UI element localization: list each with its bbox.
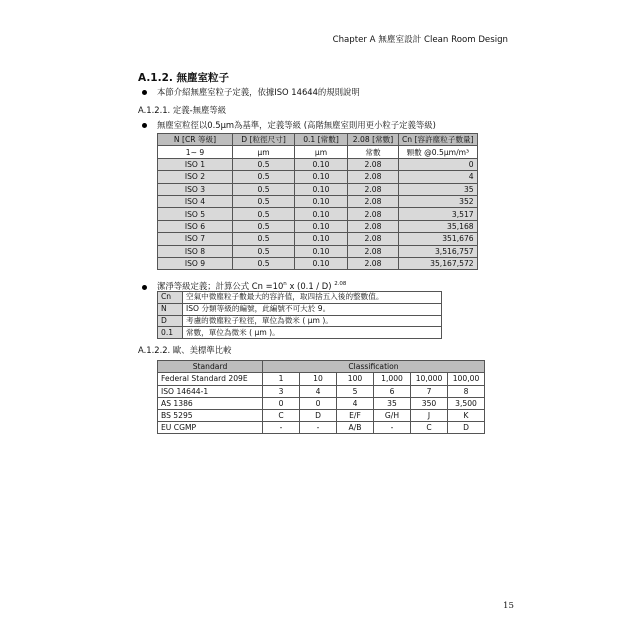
table-row: [158, 315, 442, 327]
table-cell: ISO 7: [158, 233, 233, 245]
table-cell: ISO 2: [158, 171, 233, 183]
formula-legend-table: [157, 291, 442, 339]
table-row: [158, 158, 478, 170]
table-row: [158, 220, 478, 232]
unit-cell: 顆數 @0.5µm/m³: [399, 146, 478, 158]
table-row: [158, 245, 478, 257]
table-cell: 0.5: [233, 208, 295, 220]
table-cell: 2.08: [348, 183, 399, 195]
table-cell: 3,500: [448, 397, 485, 409]
unit-cell: 1~ 9: [158, 146, 233, 158]
table-row: [158, 409, 485, 421]
formula-exponent: 2.08: [334, 281, 347, 288]
table-row: [158, 233, 478, 245]
table-cell: ISO 8: [158, 245, 233, 257]
formula-mid: x (0.1 / D): [286, 281, 335, 291]
subsection-title-2: A.1.2.2. 歐、美標準比較: [138, 345, 232, 355]
iso-class-table: [157, 133, 478, 270]
table-cell: 0: [399, 158, 478, 170]
legend-desc: 常數，單位為微米 ( µm )。: [183, 327, 442, 339]
table-cell: 2.08: [348, 208, 399, 220]
table-cell: 3: [263, 385, 300, 397]
table-cell: 0.5: [233, 245, 295, 257]
table-header: Standard: [158, 361, 263, 373]
unit-cell: 常數: [348, 146, 399, 158]
table-cell: K: [448, 409, 485, 421]
table-header: N [CR 等級]: [158, 134, 233, 146]
table-header: Classification: [263, 361, 485, 373]
table-cell: 8: [448, 385, 485, 397]
table-cell: 0.5: [233, 195, 295, 207]
legend-desc: ISO 分類等級的編號，此編號不可大於 9。: [183, 303, 442, 315]
table-cell: 352: [399, 195, 478, 207]
table-cell: 0.10: [295, 257, 348, 269]
legend-key: D: [158, 315, 183, 327]
table-cell: 3,516,757: [399, 245, 478, 257]
table-cell: -: [263, 422, 300, 434]
table-cell: 2.08: [348, 245, 399, 257]
table-cell: C: [263, 409, 300, 421]
table-cell: 2.08: [348, 220, 399, 232]
standards-comparison-table: [157, 360, 485, 434]
table-cell: 0.10: [295, 195, 348, 207]
table-cell: 0.10: [295, 171, 348, 183]
table-cell: ISO 9: [158, 257, 233, 269]
subsection-title-1: A.1.2.1. 定義-無塵等級: [138, 105, 227, 115]
table-cell: 351,676: [399, 233, 478, 245]
table-cell: 3,517: [399, 208, 478, 220]
table-cell: 350: [411, 397, 448, 409]
table-cell: 4: [300, 385, 337, 397]
table-cell: D: [448, 422, 485, 434]
table-row: [158, 292, 442, 304]
table-cell: 4: [337, 397, 374, 409]
formula-text: 潔淨等級定義；計算公式 Cn =10: [157, 281, 284, 291]
table-row: [158, 171, 478, 183]
table-cell: 2.08: [348, 171, 399, 183]
section-title: A.1.2. 無塵室粒子: [138, 72, 230, 84]
table-header: 0.1 [常數]: [295, 134, 348, 146]
table-row: [158, 327, 442, 339]
table-row: [158, 183, 478, 195]
table-cell: G/H: [374, 409, 411, 421]
table-cell: -: [300, 422, 337, 434]
legend-key: N: [158, 303, 183, 315]
table-cell: ISO 1: [158, 158, 233, 170]
table-cell: ISO 4: [158, 195, 233, 207]
table-row: [158, 195, 478, 207]
bullet-grade-definition: 無塵室粒徑以0.5µm為基準，定義等級 (高階無塵室則用更小粒子定義等級): [157, 120, 436, 130]
bullet-dot: [142, 123, 147, 128]
legend-key: Cn: [158, 292, 183, 304]
table-cell: 0: [263, 397, 300, 409]
table-cell: 35,167,572: [399, 257, 478, 269]
table-row: [158, 397, 485, 409]
standard-name: Federal Standard 209E: [158, 373, 263, 385]
unit-cell: µm: [233, 146, 295, 158]
table-cell: 7: [411, 385, 448, 397]
table-header: Cn [容許塵粒子數量]: [399, 134, 478, 146]
table-cell: 0.5: [233, 171, 295, 183]
table-row: [158, 257, 478, 269]
table-cell: D: [300, 409, 337, 421]
table-cell: 100: [337, 373, 374, 385]
table-header: D [粒徑尺寸]: [233, 134, 295, 146]
table-cell: 35,168: [399, 220, 478, 232]
bullet-dot: [142, 90, 147, 95]
table-cell: 10,000: [411, 373, 448, 385]
table-row: [158, 422, 485, 434]
legend-desc: 考慮的微塵粒子粒徑，單位為微米 ( µm )。: [183, 315, 442, 327]
table-cell: 0.10: [295, 233, 348, 245]
table-cell: ISO 3: [158, 183, 233, 195]
table-cell: A/B: [337, 422, 374, 434]
table-cell: 2.08: [348, 257, 399, 269]
table-cell: 35: [399, 183, 478, 195]
table-cell: 0.5: [233, 158, 295, 170]
table-row: [158, 303, 442, 315]
table-cell: 35: [374, 397, 411, 409]
table-cell: 0: [300, 397, 337, 409]
table-cell: 5: [337, 385, 374, 397]
legend-key: 0.1: [158, 327, 183, 339]
standard-name: AS 1386: [158, 397, 263, 409]
table-cell: 0.10: [295, 245, 348, 257]
table-cell: ISO 6: [158, 220, 233, 232]
table-cell: 6: [374, 385, 411, 397]
legend-desc: 空氣中微塵粒子數最大的容許值，取四捨五入後的整數值。: [183, 292, 442, 304]
intro-text: 本節介紹無塵室粒子定義，依據ISO 14644的規則說明: [157, 87, 360, 97]
table-cell: 1,000: [374, 373, 411, 385]
table-cell: 0.10: [295, 208, 348, 220]
table-cell: 2.08: [348, 158, 399, 170]
table-cell: 0.5: [233, 220, 295, 232]
table-cell: 2.08: [348, 233, 399, 245]
table-cell: 0.5: [233, 233, 295, 245]
table-cell: -: [374, 422, 411, 434]
table-cell: 0.5: [233, 257, 295, 269]
unit-cell: µm: [295, 146, 348, 158]
table-header: 2.08 [常數]: [348, 134, 399, 146]
chapter-header: Chapter A 無塵室設計 Clean Room Design: [332, 35, 508, 45]
table-cell: C: [411, 422, 448, 434]
bullet-dot: [142, 285, 147, 290]
table-cell: 0.10: [295, 220, 348, 232]
table-cell: J: [411, 409, 448, 421]
page-number: 15: [503, 601, 514, 611]
table-cell: 10: [300, 373, 337, 385]
table-row: [158, 373, 485, 385]
standard-name: BS 5295: [158, 409, 263, 421]
table-cell: 0.10: [295, 183, 348, 195]
table-cell: 1: [263, 373, 300, 385]
formula-exponent-n: n: [283, 281, 287, 288]
standard-name: ISO 14644-1: [158, 385, 263, 397]
table-cell: ISO 5: [158, 208, 233, 220]
table-row: [158, 208, 478, 220]
table-cell: 2.08: [348, 195, 399, 207]
table-cell: 100,00: [448, 373, 485, 385]
table-cell: 0.5: [233, 183, 295, 195]
table-cell: 4: [399, 171, 478, 183]
table-cell: 0.10: [295, 158, 348, 170]
table-cell: E/F: [337, 409, 374, 421]
standard-name: EU CGMP: [158, 422, 263, 434]
table-row: [158, 385, 485, 397]
